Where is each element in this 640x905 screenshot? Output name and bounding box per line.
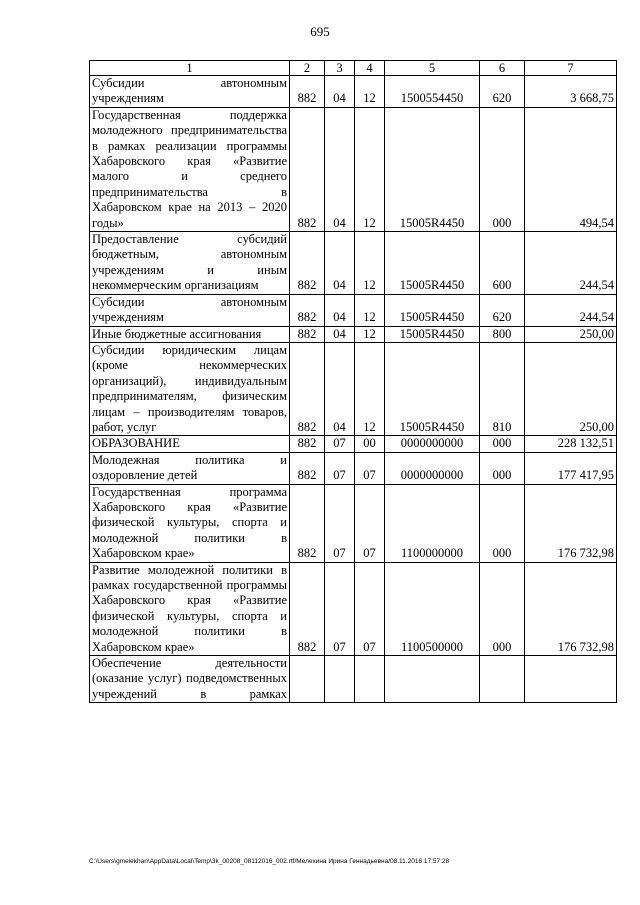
row-section-code: 04 [325, 76, 355, 108]
row-target-code: 0000000000 [385, 436, 480, 452]
row-subsection-code: 12 [355, 326, 385, 342]
table-row [90, 562, 617, 655]
table-row [90, 107, 617, 231]
row-amount: 494,54 [525, 107, 617, 231]
row-name: Государственная программа Хабаровского края «Развитие физической культуры, спорта и молодежной политики в Хабаровском крае» [90, 484, 290, 562]
row-ministry-code: 882 [290, 294, 325, 326]
row-subsection-code: 12 [355, 232, 385, 295]
table-row [90, 326, 617, 342]
row-section-code: 04 [325, 294, 355, 326]
row-subsection-code: 07 [355, 484, 385, 562]
row-amount: 3 668,75 [525, 76, 617, 108]
row-target-code: 15005R4450 [385, 342, 480, 435]
row-name: Государственная поддержка молодежного предпринимательства в рамках реализации программы Хабаровского края «Развитие малого и среднего предпринимательства в Хабаровском крае на 2013 – 2020 годы» [90, 107, 290, 231]
table-row [90, 76, 617, 108]
row-expense-type: 810 [480, 342, 525, 435]
header-col-3: 3 [325, 61, 355, 76]
row-expense-type: 620 [480, 76, 525, 108]
row-subsection-code: 12 [355, 342, 385, 435]
row-expense-type: 800 [480, 326, 525, 342]
row-name: Развитие молодежной политики в рамках государственной программы Хабаровского края «Развитие физической культуры, спорта и молодежной политики в Хабаровском крае» [90, 562, 290, 655]
row-target-code: 15005R4450 [385, 294, 480, 326]
row-amount [525, 656, 617, 703]
row-section-code: 07 [325, 436, 355, 452]
row-subsection-code: 12 [355, 76, 385, 108]
header-col-6: 6 [480, 61, 525, 76]
row-expense-type: 000 [480, 562, 525, 655]
header-col-4: 4 [355, 61, 385, 76]
header-row [90, 61, 617, 76]
row-target-code [385, 656, 480, 703]
row-name: Субсидии юридическим лицам (кроме некоммерческих организаций), индивидуальным предпринимателям, физическим лицам – производителям товаров, работ, услуг [90, 342, 290, 435]
row-section-code [325, 656, 355, 703]
row-target-code: 15005R4450 [385, 107, 480, 231]
row-subsection-code: 12 [355, 107, 385, 231]
row-subsection-code: 12 [355, 294, 385, 326]
row-name: Обеспечение деятельности (оказание услуг) подведомственных учреждений в рамках [90, 656, 290, 703]
row-amount: 176 732,98 [525, 484, 617, 562]
row-expense-type [480, 656, 525, 703]
row-subsection-code [355, 656, 385, 703]
row-amount: 250,00 [525, 326, 617, 342]
row-target-code: 1100500000 [385, 562, 480, 655]
row-section-code: 04 [325, 232, 355, 295]
row-ministry-code: 882 [290, 436, 325, 452]
table-row [90, 484, 617, 562]
row-ministry-code: 882 [290, 562, 325, 655]
row-expense-type: 000 [480, 452, 525, 484]
document-footer-path: C:\Users\gmelekhan\AppData\Local\Temp\3k_00208_08112016_002.rtf/Мелехина Ирина Геннадьевна/08.11.2016 17:57:28 [89, 858, 450, 865]
row-section-code: 04 [325, 326, 355, 342]
row-target-code: 1100000000 [385, 484, 480, 562]
page-number: 695 [310, 24, 330, 39]
row-ministry-code: 882 [290, 452, 325, 484]
table-row [90, 294, 617, 326]
row-target-code: 0000000000 [385, 452, 480, 484]
row-subsection-code: 00 [355, 436, 385, 452]
row-ministry-code: 882 [290, 484, 325, 562]
table-row [90, 656, 617, 703]
row-name: Предоставление субсидий бюджетным, автономным учреждениям и иным некоммерческим организациям [90, 232, 290, 295]
row-ministry-code: 882 [290, 342, 325, 435]
row-section-code: 07 [325, 484, 355, 562]
row-subsection-code: 07 [355, 452, 385, 484]
table-row [90, 342, 617, 435]
row-expense-type: 000 [480, 107, 525, 231]
row-amount: 176 732,98 [525, 562, 617, 655]
row-expense-type: 620 [480, 294, 525, 326]
row-expense-type: 000 [480, 484, 525, 562]
row-ministry-code: 882 [290, 76, 325, 108]
row-amount: 250,00 [525, 342, 617, 435]
row-target-code: 15005R4450 [385, 326, 480, 342]
table-row [90, 232, 617, 295]
row-ministry-code: 882 [290, 232, 325, 295]
row-expense-type: 000 [480, 436, 525, 452]
budget-table [89, 60, 617, 703]
row-ministry-code: 882 [290, 107, 325, 231]
header-col-7: 7 [525, 61, 617, 76]
table-row [90, 436, 617, 452]
row-amount: 177 417,95 [525, 452, 617, 484]
row-name: Иные бюджетные ассигнования [90, 326, 290, 342]
row-subsection-code: 07 [355, 562, 385, 655]
row-name: ОБРАЗОВАНИЕ [90, 436, 290, 452]
row-name: Молодежная политика и оздоровление детей [90, 452, 290, 484]
row-amount: 244,54 [525, 232, 617, 295]
row-amount: 228 132,51 [525, 436, 617, 452]
header-col-2: 2 [290, 61, 325, 76]
row-section-code: 07 [325, 562, 355, 655]
row-amount: 244,54 [525, 294, 617, 326]
row-expense-type: 600 [480, 232, 525, 295]
row-ministry-code: 882 [290, 326, 325, 342]
row-section-code: 07 [325, 452, 355, 484]
header-col-5: 5 [385, 61, 480, 76]
row-section-code: 04 [325, 342, 355, 435]
row-ministry-code [290, 656, 325, 703]
row-name: Субсидии автономным учреждениям [90, 76, 290, 108]
row-name: Субсидии автономным учреждениям [90, 294, 290, 326]
row-target-code: 15005R4450 [385, 232, 480, 295]
header-col-1: 1 [90, 61, 290, 76]
table-row [90, 452, 617, 484]
row-section-code: 04 [325, 107, 355, 231]
row-target-code: 1500554450 [385, 76, 480, 108]
